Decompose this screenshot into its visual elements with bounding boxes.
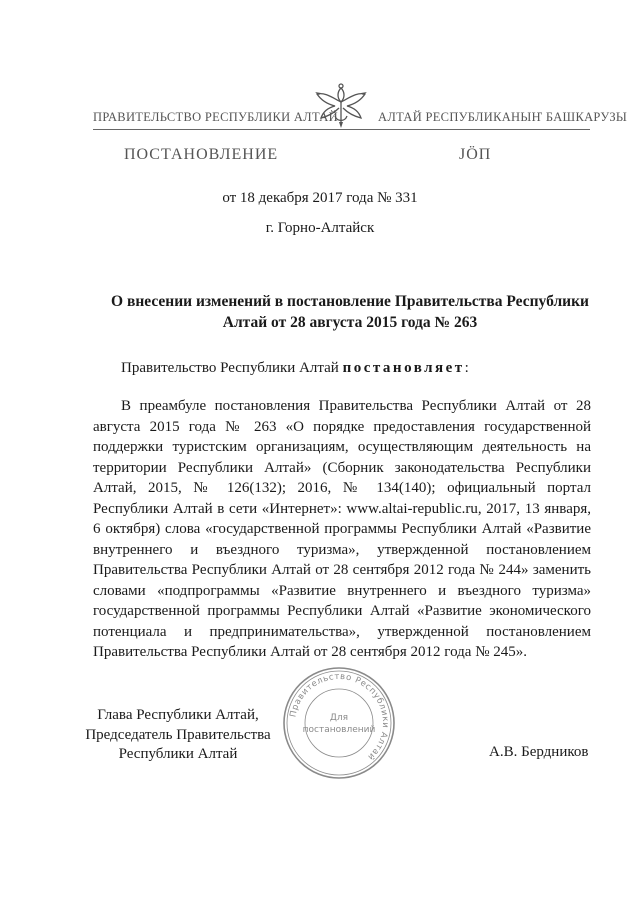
signatory-position-line: Председатель Правительства xyxy=(85,726,271,743)
official-stamp xyxy=(281,665,397,781)
document-title: О внесении изменений в постановление Правительства Республики Алтай от 28 августа 2015 года № 263 xyxy=(111,293,589,331)
signatory-name: А.В. Бердников xyxy=(489,744,589,760)
document-date: от 18 декабря 2017 года № 331 xyxy=(222,190,418,206)
header-org-alt: АЛТАЙ РЕСПУБЛИКАНЫҤ БАШКАРУЗЫ xyxy=(378,110,628,124)
signatory-position-line: Республики Алтай xyxy=(118,746,238,762)
signatory-position xyxy=(78,706,278,765)
stamp-center-line: постановлений xyxy=(302,725,376,735)
decree-prefix: Правительство Республики Алтай xyxy=(121,360,339,376)
stamp-center-line: Для xyxy=(329,713,349,723)
body-paragraph: В преамбуле постановления Правительства Республики Алтай от 28 августа 2015 года № 263 «О порядке предоставления государственной поддержки туристским организациям, осуществляющим деятельность на территории Республики Алтай» (Сборник законодательства Республики Алтай, 2015, № 126(132); 2016, № 134(140); официальный портал Республики Алтай в сети «Интернет»: www.altai-republic.ru, 2017, 13 января, 6 октября) слова «государственной программы Республики Алтай «Развитие внутреннего и въездного туризма», утвержденной постановлением Правительства Республики Алтай от 28 сентября 2012 года № 244» заменить словами «подпрограммы «Развитие внутреннего и въездного туризма» государственной программы Республики Алтай «Развитие экономического потенциала и предпринимательства», утвержденной постановлением Правительства Республики Алтай от 28 сентября 2012 года № 245». xyxy=(93,398,591,660)
stamp-ring-text: Правительство Республики Алтай xyxy=(288,671,391,763)
decree-suffix: : xyxy=(464,360,469,376)
header-org-ru: ПРАВИТЕЛЬСТВО РЕСПУБЛИКИ АЛТАЙ xyxy=(93,110,338,124)
decree-line xyxy=(121,360,469,377)
signatory-position-line: Глава Республики Алтай, xyxy=(97,707,259,723)
document-city: г. Горно-Алтайск xyxy=(265,220,375,236)
decree-keyword: постановляет xyxy=(342,360,465,376)
doc-type-alt: JӦП xyxy=(459,146,492,163)
coat-of-arms-icon xyxy=(313,82,369,130)
doc-type-ru: ПОСТАНОВЛЕНИЕ xyxy=(124,146,279,163)
